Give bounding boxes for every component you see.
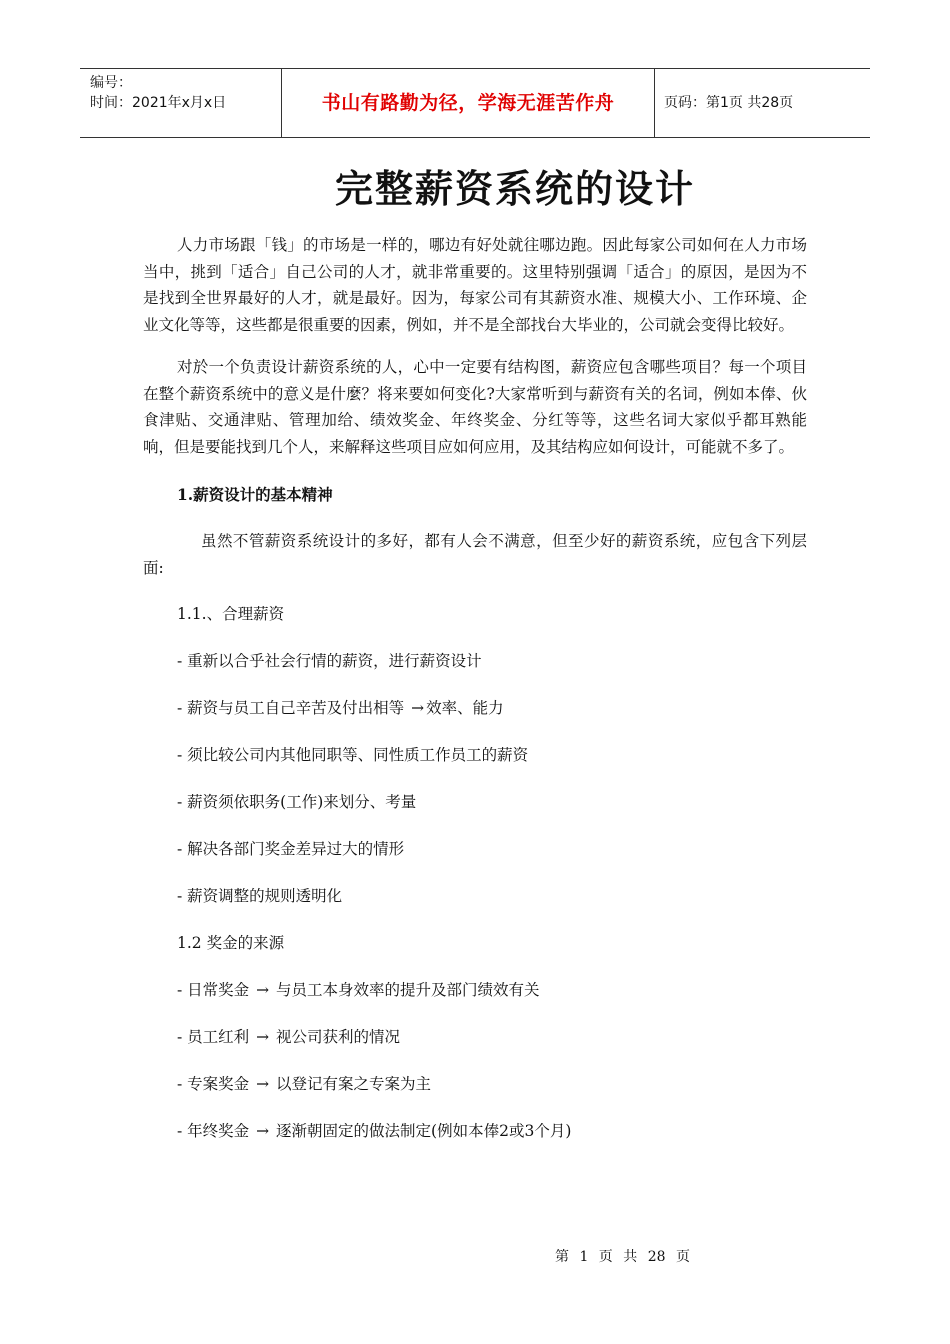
list-item — [143, 695, 807, 721]
header-meta-cell — [80, 69, 282, 137]
list-item-name: - 日常奖金 — [177, 981, 250, 999]
list-item: - 薪资须依职务(工作)来划分、考量 — [177, 793, 417, 811]
intro-paragraph-1: 人力市场跟「钱」的市场是一样的，哪边有好处就往哪边跑。因此每家公司如何在人力市场当中，挑到「适合」自己公司的人才，就非常重要的。这里特别强调「适合」的原因，是因为不是找到全世界最好的人才，就是最好。因为，每家公司有其薪资水准、规模大小、工作环境、企业文化等等，这些都是很重要的因素，例如，并不是全部找台大毕业的，公司就会变得比较好。 — [143, 236, 807, 334]
list-item: - 须比较公司内其他同职等、同性质工作员工的薪资 — [177, 746, 529, 764]
list-item: - 重新以合乎社会行情的薪资，进行薪资设计 — [177, 652, 482, 670]
header-motto: 书山有路勤为径，学海无涯苦作舟 — [282, 69, 655, 137]
page-footer: 第 1 页 共 28 页 — [555, 1249, 690, 1265]
subsection-heading-1-2: 1.2 奖金的来源 — [177, 934, 285, 952]
section1-paragraph: 虽然不管薪资系统设计的多好，都有人会不满意，但至少好的薪资系统，应包含下列层面: — [143, 532, 807, 577]
list-item — [143, 977, 807, 1003]
arrow-icon: → — [256, 981, 270, 999]
list-item — [143, 1071, 807, 1097]
header-number-label: 编号： — [90, 75, 132, 91]
list-item-name: - 员工红利 — [177, 1028, 250, 1046]
header-date-label: 时间：2021年x月x日 — [90, 95, 227, 111]
list-item — [143, 1118, 807, 1144]
arrow-icon: → — [256, 1028, 270, 1046]
subsection-heading-1-1: 1.1.、合理薪资 — [177, 605, 285, 623]
document-header — [80, 68, 870, 138]
list-item: - 薪资调整的规则透明化 — [177, 887, 343, 905]
list-item-desc: 逐渐朝固定的做法制定(例如本俸2或3个月) — [276, 1122, 572, 1140]
list-item-text: - 薪资与员工自己辛苦及付出相等 — [177, 699, 405, 717]
list-item-desc: 以登记有案之专案为主 — [276, 1075, 432, 1093]
arrow-icon: → — [256, 1075, 270, 1093]
list-item-desc: 与员工本身效率的提升及部门绩效有关 — [276, 981, 540, 999]
intro-paragraph-2: 对於一个负责设计薪资系统的人，心中一定要有结构图，薪资应包含哪些项目？每一个项目在整个薪资系统中的意义是什麼？将来要如何变化?大家常听到与薪资有关的名词，例如本俸、伙食津贴、交通津贴、管理加给、绩效奖金、年终奖金、分红等等，这些名词大家似乎都耳熟能响，但是要能找到几个人，来解释这些项目应如何应用，及其结构应如何设计，可能就不多了。 — [143, 358, 807, 456]
header-page-info: 页码：第1页 共28页 — [664, 95, 794, 111]
document-body — [143, 232, 807, 1165]
list-item-desc: 视公司获利的情况 — [276, 1028, 401, 1046]
list-item — [143, 1024, 807, 1050]
list-item: - 解决各部门奖金差异过大的情形 — [177, 840, 405, 858]
document-title: 完整薪资系统的设计 — [334, 167, 695, 211]
list-item-suffix: 效率、能力 — [426, 699, 504, 717]
arrow-icon: → — [256, 1122, 270, 1140]
list-item-name: - 专案奖金 — [177, 1075, 250, 1093]
section-heading-1: 1.薪资设计的基本精神 — [177, 485, 333, 504]
list-item-name: - 年终奖金 — [177, 1122, 250, 1140]
arrow-icon: → — [411, 699, 425, 717]
